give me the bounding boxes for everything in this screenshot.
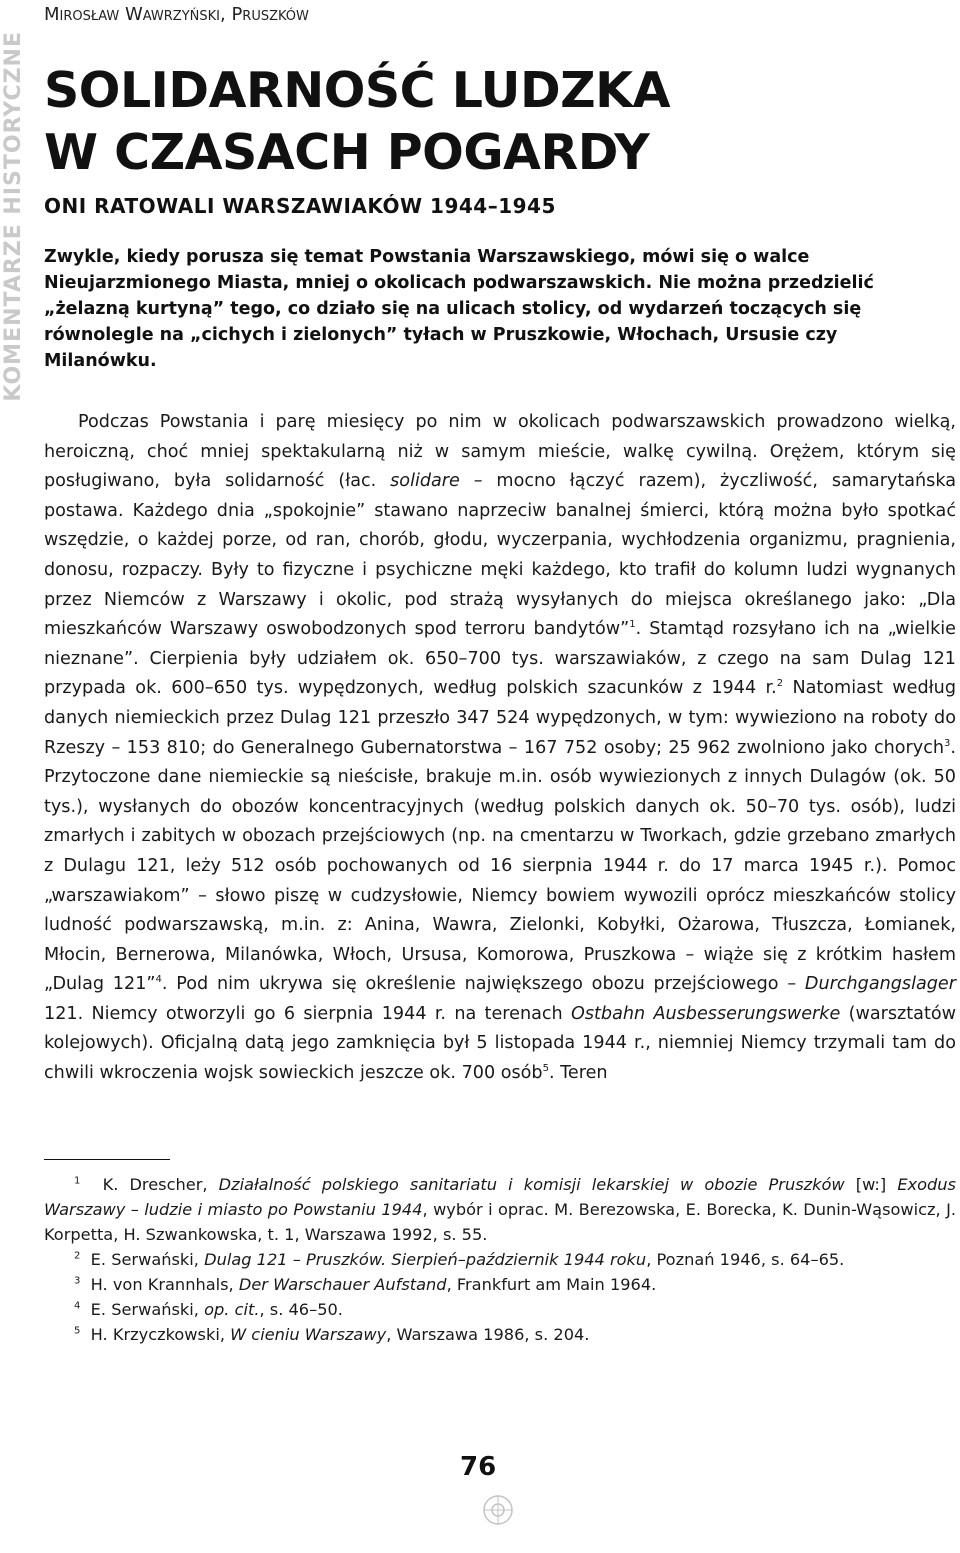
footnote-number: 4 [74, 1300, 81, 1312]
footnote-run: , Frankfurt am Main 1964. [446, 1275, 657, 1294]
footnote-divider [44, 1159, 170, 1160]
footnote-run: E. Serwański, [90, 1250, 205, 1269]
body-text-run: . Przytoczone dane niemieckie są nieścisłe, brakuje m.in. osób wywiezionych z innych Dulagów (ok. 50 tys.), wysłanych do obozów koncentracyjnych (według polskich danych ok. 50–70 tys. osób), ludzi zmarłych i zabitych w obozach przejściowych (np. na cmentarzu w Tworkach, gdzie grzebano zmarłych z Dulagu 121, leży 512 osób pochowanych od 16 sierpnia 1944 r. do 17 marca 1945 r.). Pomoc „warszawiakom” – słowo piszę w cudzysłowie, Niemcy bowiem wywozili oprócz mieszkańców stolicy ludność podwarszawską, m.in. z: Anina, Wawra, Zielonki, Kobyłki, Ożarowa, Tłuszcza, Łomianek, Młocin, Bernerowa, Milanówka, Włoch, Ursusa, Komorowa, Pruszkowa – wiąże się z krótkim hasłem „Dulag 121” [44, 737, 956, 995]
footnote-italic-run: Exodus Warszawy – ludzie i miasto po Powstaniu 1944 [44, 1175, 956, 1219]
section-label-text: KOMENTARZE HISTORYCZNE [0, 31, 26, 402]
footnote-item [44, 1247, 956, 1272]
body-italic-run: Durchgangslager [804, 974, 956, 995]
footnote-number: 1 [74, 1175, 81, 1187]
footnote-run: E. Serwański, [90, 1300, 205, 1319]
page-number: 76 [460, 1452, 497, 1482]
footnote-ref[interactable]: 2 [776, 678, 784, 690]
footnote-run: H. von Krannhals, [90, 1275, 239, 1294]
footnote-run: , wybór i oprac. M. Berezowska, E. Borecka, K. Dunin-Wąsowicz, J. Korpetta, H. Szwankowska, t. 1, Warszawa 1992, s. 55. [44, 1200, 957, 1244]
footnote-item [44, 1272, 956, 1297]
body-text-run: . Stamtąd rozsyłano ich na „wielkie nieznane”. Cierpienia były udziałem ok. 650–700 tys. warszawiaków, z czego na sam Dulag 121 przypada ok. 600–650 tys. wypędzonych, według polskich szacunków z 1944 r. [44, 619, 956, 699]
footnote-ref[interactable]: 5 [542, 1063, 549, 1075]
title-line-1: SOLIDARNOŚĆ LUDZKA [44, 62, 671, 119]
footnote-run: [w:] [844, 1175, 898, 1194]
footnote-ref[interactable]: 3 [944, 737, 951, 749]
lead-paragraph: Zwykle, kiedy porusza się temat Powstania Warszawskiego, mówi się o walce Nieujarzmionego Miasta, mniej o okolicach podwarszawskich. Nie można przedzielić „żelazną kurtyną” tego, co działo się na ulicach stolicy, od wydarzeń toczących się równolegle na „cichych i zielonych” tyłach w Pruszkowie, Włochach, Ursusie czy Milanówku. [44, 247, 874, 371]
ornament-icon [480, 1492, 516, 1528]
footnote-italic-run: W cieniu Warszawy [230, 1325, 387, 1344]
footnote-ref[interactable]: 1 [629, 619, 636, 631]
body-text-run: . Pod nim ukrywa się określenie największego obozu przejściowego – [161, 974, 805, 995]
body-text-run: Podczas Powstania i parę miesięcy po nim w okolicach podwarszawskich prowadzono wielką, heroiczną, choć mniej spektakularną niż w samym mieście, walkę cywilną. Orężem, którym się posługiwano, była solidarność (łac. [44, 412, 956, 492]
footnote-item [44, 1297, 956, 1322]
footnote-item [44, 1322, 956, 1347]
footnote-text [44, 1322, 956, 1347]
footnote-text [44, 1297, 956, 1322]
article-subtitle: ONI RATOWALI WARSZAWIAKÓW 1944–1945 [44, 194, 556, 218]
footnote-run: H. Krzyczkowski, [90, 1325, 231, 1344]
body-text-run: – mocno łączyć razem), życzliwość, samarytańska postawa. Każdego dnia „spokojnie” stawano naprzeciw banalnej śmierci, którą można było spotkać wszędzie, o każdej porze, od ran, chorób, głodu, wyczerpania, wychłodzenia organizmu, pragnienia, donosu, rozpaczy. Były to fizyczne i psychiczne męki każdego, kto trafił do kolumn ludzi wygnanych przez Niemców z Warszawy i okolic, pod strażą wysyłanych do miejsca określanego jako: „Dla mieszkańców Warszawy oswobodzonych spod terroru bandytów” [44, 471, 956, 640]
body-paragraph [44, 408, 956, 1089]
footnote-run: , Poznań 1946, s. 64–65. [646, 1250, 845, 1269]
body-italic-run: solidare [390, 471, 460, 492]
footnotes [44, 1172, 956, 1347]
footnote-run: , Warszawa 1986, s. 204. [386, 1325, 590, 1344]
section-sidebar-label [0, 0, 26, 402]
footnote-run: , s. 46–50. [259, 1300, 343, 1319]
body-text-run: (warsztatów kolejowych). Oficjalną datą jego zamknięcia był 5 listopada 1944 r., niemniej Niemcy trzymali tam do chwili wkroczenia wojsk sowieckich jeszcze ok. 700 osób [44, 1003, 956, 1084]
footnote-number: 2 [74, 1250, 81, 1262]
footnote-italic-run: Działalność polskiego sanitariatu i komisji lekarskiej w obozie Pruszków [218, 1175, 845, 1194]
footnote-italic-run: op. cit. [204, 1300, 260, 1319]
body-text-run: Natomiast według danych niemieckich przez Dulag 121 przeszło 347 524 wypędzonych, w tym: wywieziono na roboty do Rzeszy – 153 810; do Generalnego Gubernatorstwa – 167 752 osoby; 25 962 zwolniono jako chorych [44, 678, 956, 758]
footnote-text [44, 1272, 956, 1297]
footnote-number: 5 [74, 1325, 81, 1337]
footnote-text [44, 1247, 956, 1272]
author-line: Mirosław Wawrzyński, Pruszków [44, 4, 309, 25]
footnote-run: K. Drescher, [102, 1175, 219, 1194]
body-text-run: . Teren [548, 1063, 608, 1084]
footnote-number: 3 [74, 1275, 81, 1287]
footnote-item [44, 1172, 956, 1247]
body-italic-run: Ostbahn Ausbesserungswerke [571, 1003, 841, 1024]
footnote-text [44, 1172, 956, 1247]
title-line-2: W CZASACH POGARDY [44, 124, 650, 181]
footnote-ref[interactable]: 4 [155, 974, 162, 986]
footnote-italic-run: Dulag 121 – Pruszków. Sierpień–październik 1944 roku [204, 1250, 647, 1269]
article-title [44, 60, 670, 184]
body-text-run: 121. Niemcy otworzyli go 6 sierpnia 1944 r. na terenach [44, 1003, 571, 1024]
footnote-italic-run: Der Warschauer Aufstand [238, 1275, 447, 1294]
